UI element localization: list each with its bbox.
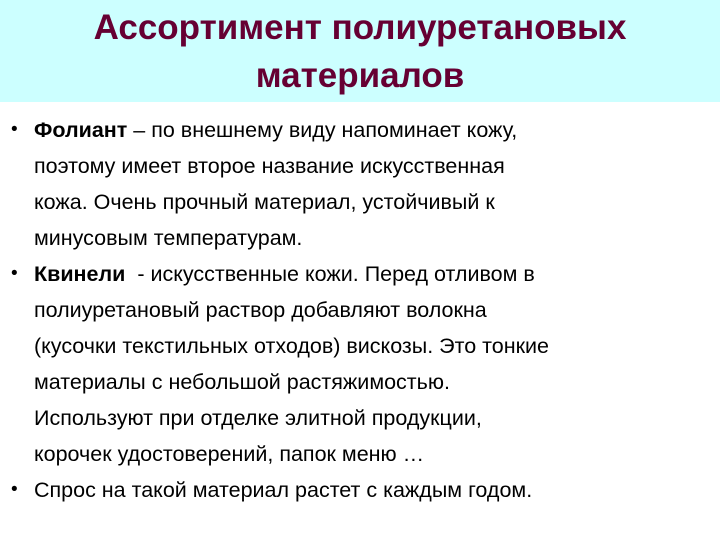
bullet-term: Квинели <box>34 262 126 286</box>
bullet-line <box>34 256 716 292</box>
bullet-line <box>34 112 716 148</box>
bullet-line: (кусочки текстильных отходов) вискозы. Это тонкие <box>34 334 549 358</box>
bullet-dot-icon: • <box>11 263 18 284</box>
bullet-line: полиуретановый раствор добавляют волокна <box>34 298 487 322</box>
bullet-line: Используют при отделке элитной продукции, <box>34 406 482 430</box>
slide-title-line-2: материалов <box>255 56 465 95</box>
bullet-text: - искусственные кожи. Перед отливом в <box>125 262 535 286</box>
bullet-dot-icon: • <box>11 119 18 140</box>
bullet-line: корочек удостоверений, папок меню … <box>34 442 425 466</box>
bullet-line: материалы с небольшой растяжимостью. <box>34 370 450 394</box>
bullet-list <box>0 112 720 508</box>
bullet-kvineli <box>0 256 720 472</box>
bullet-line: кожа. Очень прочный материал, устойчивый к <box>34 190 495 214</box>
bullet-term: Фолиант <box>34 118 128 142</box>
slide-title-line-1: Ассортимент полиуретановых <box>93 8 627 47</box>
bullet-line: минусовым температурам. <box>34 226 303 250</box>
bullet-line: поэтому имеет второе название искусственная <box>34 154 505 178</box>
bullet-demand <box>0 472 720 508</box>
bullet-line: Спрос на такой материал растет с каждым годом. <box>34 478 533 502</box>
bullet-dot-icon: • <box>11 479 18 500</box>
bullet-text: – по внешнему виду напоминает кожу, <box>127 118 518 142</box>
bullet-foliant <box>0 112 720 256</box>
slide-title <box>0 4 720 100</box>
